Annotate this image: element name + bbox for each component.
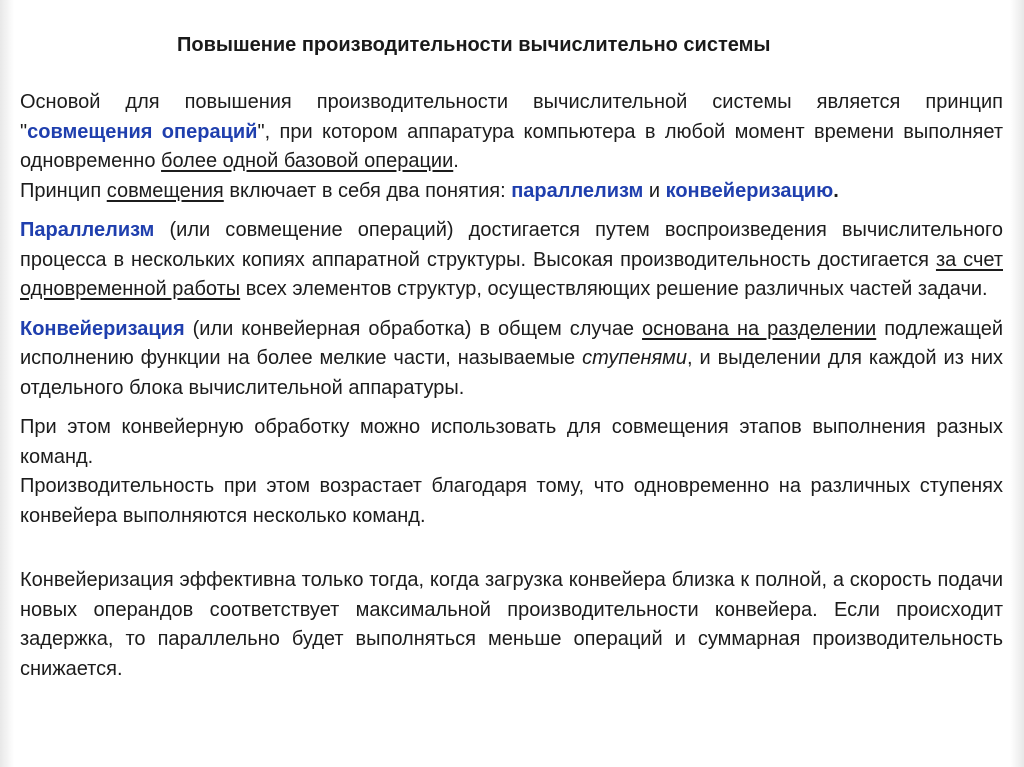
right-edge-shade — [1010, 0, 1024, 767]
text: (или конвейерная обработка) в общем случае — [184, 317, 643, 340]
term-parallelism: Параллелизм — [20, 219, 155, 241]
text: Принцип — [20, 179, 107, 202]
left-edge-shade — [0, 0, 14, 767]
paragraph-pipeline-usage: При этом конвейерную обработку можно использовать для совмещения этапов выполнения разных команд. — [20, 416, 1003, 468]
paragraph-performance-growth: Производительность при этом возрастает благодаря тому, что одновременно на различных ступенях конвейера выполняются несколько команд. — [20, 475, 1003, 527]
underlined-phrase: за счет одновременной работы — [20, 248, 1003, 300]
text: включает в себя два понятия: — [223, 179, 512, 202]
term-pipelining: конвейеризацию — [665, 179, 834, 202]
text: . — [833, 179, 839, 202]
underlined-phrase: основана на разделении — [642, 317, 877, 340]
term-parallelism: параллелизм — [511, 179, 644, 202]
text: и — [643, 179, 666, 202]
text: Основой для повышения производительности вычислительной системы является принцип " — [20, 91, 1003, 143]
paragraph-parallelism — [20, 216, 1003, 305]
text: ", при котором аппаратура компьютера в любой момент времени выполняет одновременно — [20, 120, 1003, 172]
underlined-phrase: более одной базовой операции — [161, 150, 454, 172]
text: , и выделении для каждой из них отдельного блока вычислительной аппаратуры. — [20, 347, 1004, 399]
paragraph-pipeline-efficiency: Конвейеризация эффективна только тогда, когда загрузка конвейера близка к полной, а скорость подачи новых операндов соответствует максимальной производительности конвейера. Если происходит задержка, то параллельно будет выполняться меньше операций и суммарная производительность снижается. — [20, 569, 1003, 680]
slide-body — [20, 88, 1003, 684]
italic-term: ступенями — [582, 347, 687, 369]
paragraph-pipelining — [20, 315, 1003, 404]
slide-title: Повышение производительности вычислительно системы — [177, 34, 771, 56]
slide — [20, 0, 1004, 767]
text: . — [453, 150, 459, 172]
text: (или совмещение операций) достигается путем воспроизведения вычислительного процесса в нескольких копиях аппаратной структуры. Высокая производительность достигается — [20, 219, 1003, 271]
text: всех элементов структур, осуществляющих решение различных частей задачи. — [240, 278, 988, 300]
term-combining-operations: совмещения операций — [27, 120, 258, 143]
text: подлежащей исполнению функции на более мелкие части, называемые — [20, 317, 1003, 369]
term-pipelining: Конвейеризация — [20, 317, 185, 340]
paragraph-two-concepts — [20, 177, 1003, 207]
paragraph-combining-principle — [20, 88, 1003, 177]
underlined-phrase: совмещения — [106, 179, 224, 202]
